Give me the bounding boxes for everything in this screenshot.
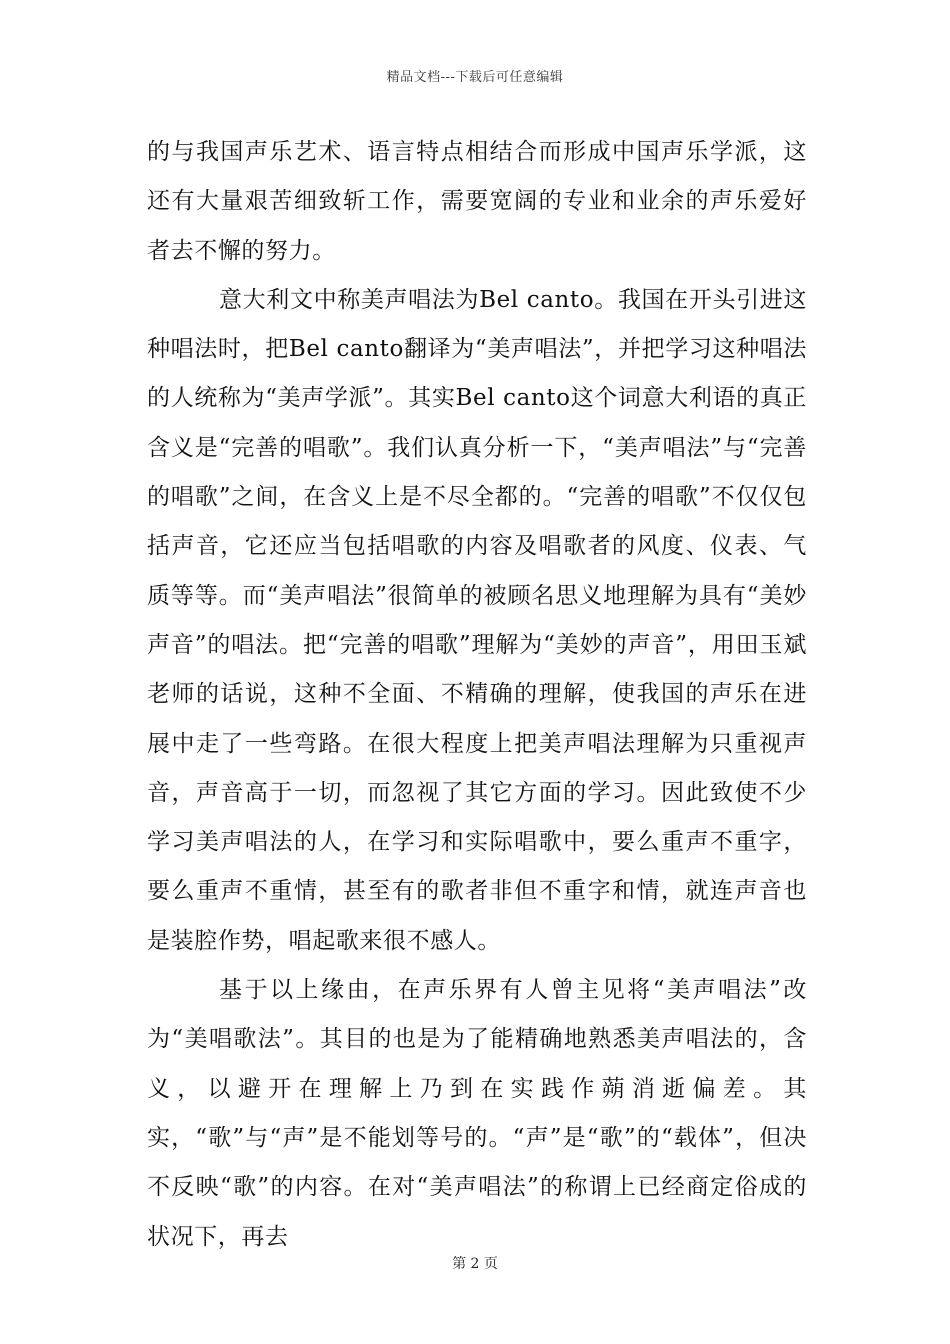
page-header: 精品文档---下载后可任意编辑	[386, 70, 564, 85]
paragraph-3: 基于以上缘由，在声乐界有人曾主见将“美声唱法”改为“美唱歌法”。其目的也是为了能精确地熟悉美声唱法的，含义，以避开在理解上乃到在实践作蒴消逝偏差。其实，“歌”与“声”是不能划等号的。“声”是“歌”的“载体”，但决不反映“歌”的内容。在对“美声唱法”的称谓上已经商定俗成的状况下，再去	[147, 977, 807, 1250]
document-body	[147, 128, 807, 1262]
paragraph-1: 的与我国声乐艺术、语言特点相结合而形成中国声乐学派，这还有大量艰苦细致斩工作，需要宽阔的专业和业余的声乐爱好者去不懈的努力。	[147, 139, 807, 264]
page-number: 第 2 页	[452, 1256, 498, 1272]
paragraph-2: 意大利文中称美声唱法为Bel canto。我国在开头引进这种唱法时，把Bel canto翻译为“美声唱法”，并把学习这种唱法的人统称为“美声学派”。其实Bel canto这个词意大利语的真正含义是“完善的唱歌”。我们认真分析一下，“美声唱法”与“完善的唱歌”之间，在含义上是不尽全都的。“完善的唱歌”不仅仅包括声音，它还应当包括唱歌的内容及唱歌者的风度、仪表、气质等等。而“美声唱法”很简单的被顾名思义地理解为具有“美妙声音”的唱法。把“完善的唱歌”理解为“美妙的声音”，用田玉斌老师的话说，这种不全面、不精确的理解，使我国的声乐在进展中走了一些弯路。在很大程度上把美声唱法理解为只重视声音，声音高于一切，而忽视了其它方面的学习。因此致使不少学习美声唱法的人，在学习和实际唱歌中，要么重声不重字，要么重声不重情，甚至有的歌者非但不重字和情，就连声音也是装腔作势，唱起歌来很不感人。	[147, 286, 807, 954]
